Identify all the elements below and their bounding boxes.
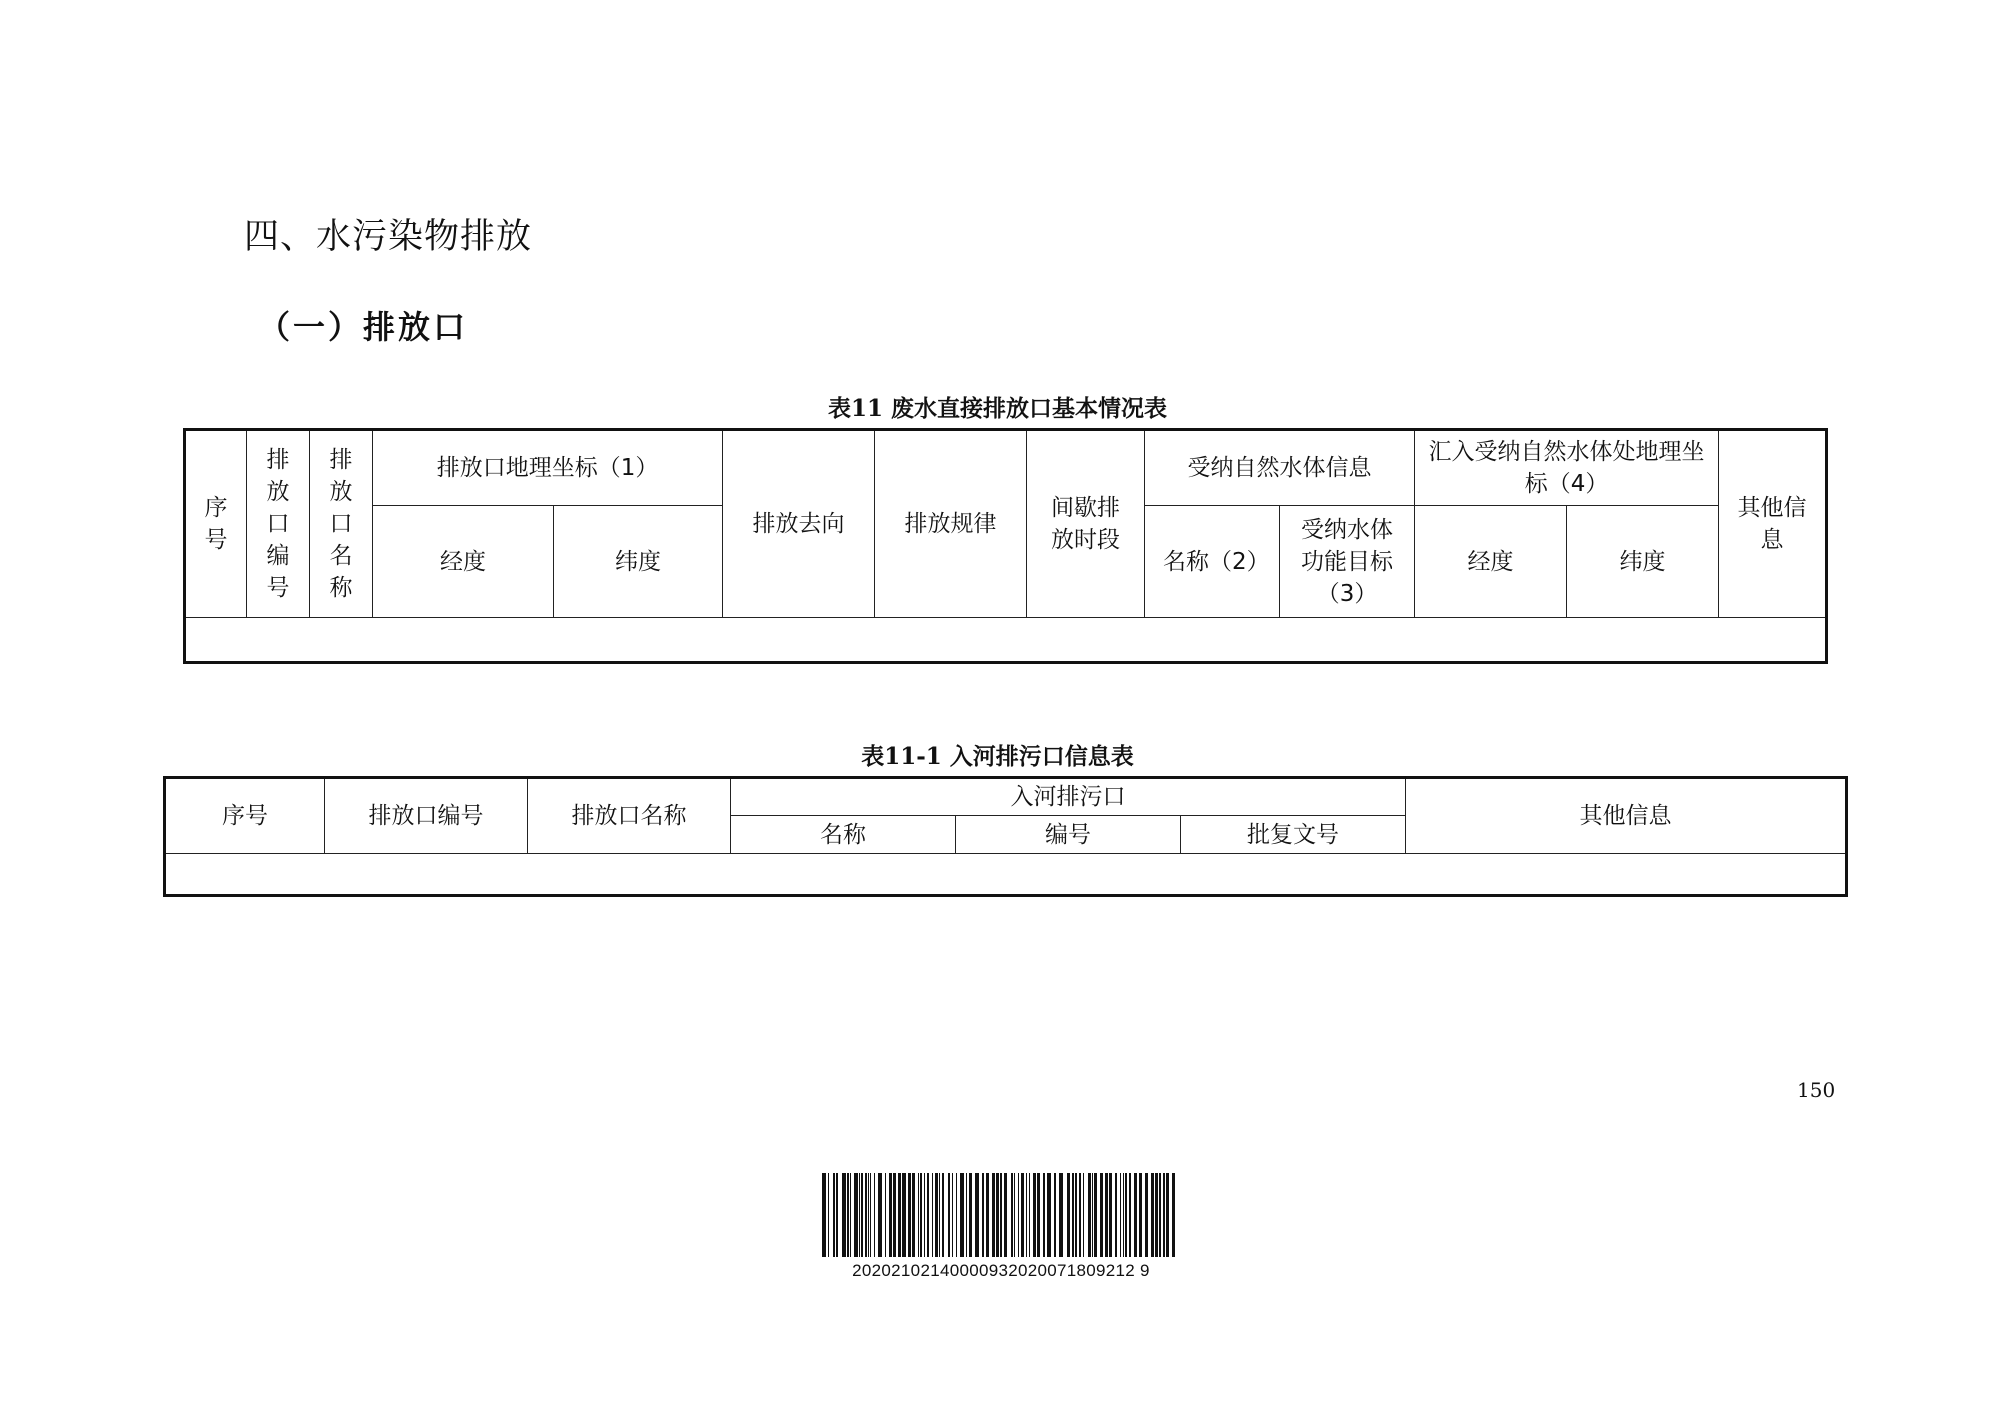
table11-1-empty-row [165,854,1847,896]
header-outlet-name: 排放口名称 [310,430,373,618]
header-lon2: 经度 [1415,506,1567,618]
header-receiving: 受纳自然水体信息 [1145,430,1415,506]
page-number: 150 [1797,1078,1836,1102]
subsection-title: （一）排放口 [258,308,469,346]
header-lat2: 纬度 [1567,506,1719,618]
t2-header-outlet-name: 排放口名称 [528,778,731,854]
header-direction: 排放去向 [723,430,875,618]
header-receiving-name: 名称（2） [1145,506,1280,618]
header-seq: 序号 [185,430,247,618]
header-function: 受纳水体功能目标（3） [1280,506,1415,618]
header-intermittent: 间歇排放时段 [1027,430,1145,618]
header-lon: 经度 [373,506,554,618]
table11-1-caption: 表11-1 入河排污口信息表 [861,743,1134,770]
header-other: 其他信息 [1719,430,1827,618]
barcode-number: 20202102140000932020071809212 9 [852,1261,1150,1280]
barcode-icon [820,1173,1182,1257]
t2-header-outlet-id: 排放口编号 [325,778,528,854]
table11-empty-row [185,618,1827,663]
header-confluence: 汇入受纳自然水体处地理坐标（4） [1415,430,1719,506]
section-title: 四、水污染物排放 [244,217,533,257]
t2-header-name: 名称 [731,816,956,854]
t2-header-other: 其他信息 [1406,778,1847,854]
header-outlet-id: 排放口编号 [247,430,310,618]
header-coords: 排放口地理坐标（1） [373,430,723,506]
table11 [183,428,1828,664]
table11-1 [163,776,1848,897]
t2-header-number: 编号 [956,816,1181,854]
t2-header-seq: 序号 [165,778,325,854]
header-lat: 纬度 [554,506,723,618]
table11-caption: 表11 废水直接排放口基本情况表 [827,395,1167,422]
t2-header-river-outlet: 入河排污口 [731,778,1406,816]
header-pattern: 排放规律 [875,430,1027,618]
t2-header-approval: 批复文号 [1181,816,1406,854]
